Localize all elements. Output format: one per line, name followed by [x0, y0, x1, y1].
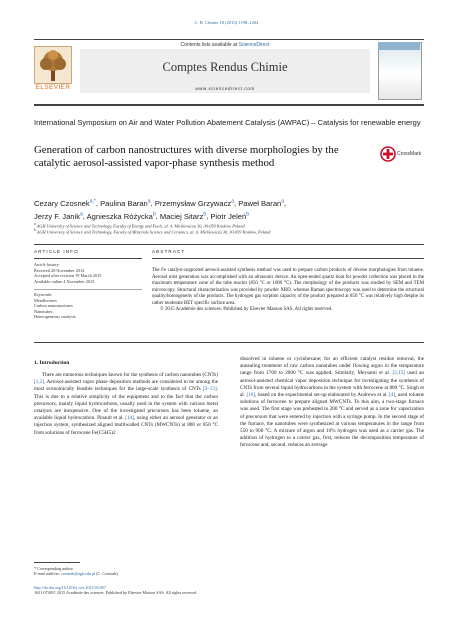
citation-link[interactable]: [16] — [246, 392, 256, 399]
footer-copyright: 1631-0748/© 2015 Académie des sciences. Published by Elsevier Masson SAS. All rights reserved. — [34, 590, 198, 596]
article-info-heading: ARTICLE INFO — [34, 249, 79, 254]
journal-cover-band — [378, 42, 420, 50]
keyword[interactable]: Heterogeneous catalysis — [34, 314, 76, 320]
tree-icon — [35, 47, 71, 83]
author[interactable]: Jerzy F. Janik$^a$ — [34, 211, 83, 221]
citation-link[interactable]: [14] — [125, 415, 134, 422]
corresponding-author-footnote: * Corresponding author. E-mail address: czosnek@agh.edu.pl (C. Czosnek). — [34, 566, 119, 577]
header-rule-bottom — [34, 104, 424, 106]
abstract-heading: ABSTRACT — [152, 249, 186, 254]
footnote-rule — [34, 562, 80, 563]
author[interactable]: Przemysław Grzywacz$^a$ — [154, 198, 234, 208]
email-link[interactable]: czosnek@agh.edu.pl — [61, 571, 96, 577]
journal-cover-thumbnail[interactable] — [378, 42, 422, 100]
body-column-left: There are numerous techniques known for the synthesis of carbon nanotubes (CNTs) [1,2]. Aerosol-assisted vapor phase deposition methods are considered to be among the most economically feasible techniques for the large-scale synthesis of CNTs [3–13]. This is due to a relative simplicity of the equipment and to the fact that the carbon precursors, mainly liquid hydrocarbons, usually used in the system with various metal catalysts are inexpensive. One of the investigated precursors has been toluene, an available liquid hydrocarbon. Pinault et al. [14], using either an aerosol generator or an injection system, synthesized aligned multiwalled CNTs (MWCNTs) at 800 or 850 °C from solutions of ferrocene Fe(C5H5)2 — [34, 372, 218, 436]
abstract-copyright: © 2015 Académie des sciences. Published by Elsevier Masson SAS. All rights reserved. — [160, 307, 333, 312]
citation-link[interactable]: [1,2] — [34, 379, 44, 386]
crossmark-badge[interactable] — [380, 144, 422, 164]
author[interactable]: Piotr Jeleń$^b$ — [210, 211, 250, 221]
publisher-name: ELSEVIER — [35, 84, 71, 91]
title-rule — [34, 244, 424, 245]
article-info-rule-2 — [34, 289, 142, 290]
author[interactable]: Agnieszka Różycka$^b$ — [86, 211, 156, 221]
crossmark-label: CrossMark — [397, 151, 422, 157]
keywords: Keywords: Metallocenes Carbon nanostructures Nanotubes Heterogeneous catalysis — [34, 292, 76, 320]
sciencedirect-link[interactable]: ScienceDirect — [238, 42, 270, 48]
contents-available — [80, 42, 370, 48]
journal-url[interactable]: www.sciencedirect.com — [195, 86, 255, 91]
abstract-bottom-rule — [34, 342, 424, 343]
article-title: Generation of carbon nanostructures with diverse morphologies by the catalytic aerosol-assisted vapor-phase synthesis method — [34, 144, 339, 169]
author-list: Cezary Czosnek$^{a,*}$, Paulina Baran$^a$, Przemysław Grzywacz$^a$, Paweł Baran$^a$, Jerzy F. Janik$^a$, Agnieszka Różycka$^b$, Maciej Sitarz$^b$, Piotr Jeleń$^b$ — [34, 198, 287, 221]
author[interactable]: Cezary Czosnek$^{a,*}$ — [34, 198, 96, 208]
keyword[interactable]: Metallocenes — [34, 297, 57, 303]
header-rule-top — [34, 39, 424, 40]
body-column-right: dissolved in toluene or cyclohexane; for an efficient catalyst residue removal, the annealing treatment of raw carbon nanotubes under flowing argon in the temperature range from 1700 to 2000 °C was applied. Similarly, Meysami et al. [3,15] used an aerosol-assisted chemical vapor deposition technique for investigating the synthesis of CNTs from several liquid hydrocarbons in the system with ferrocene at 800 °C. Singh et al. [16], based on the experimental set-up elaborated by Andrews et al. [4], used toluene solutions of ferrocene to prepare aligned MWCNTs. To this aim, a two-stage furnace was used. The first stage was preheated to 200 °C and served as a zone for vaporization of precursors that were entered by injection with a syringe pump. In the second stage of the furnace, the nanotubes were synthesized at various temperatures in the range from 550 to 900 °C. A mixture of argon and 10% hydrogen was used as a carrier gas. The addition of hydrogen to a carrier gas, first, reduces the decomposition temperature of ferrocene and, second, reduces an average — [240, 356, 424, 449]
page-footer — [34, 585, 424, 596]
article-info-rule — [34, 258, 142, 259]
doi-link[interactable]: http://dx.doi.org/10.1016/j.crci.2015.03.007 — [34, 585, 106, 590]
abstract-body: The Fe catalyst-supported aerosol-assisted synthesis method was used to prepare carbon products of diverse morphologies from toluene. Aerosol mist generation was accomplished with an ultrasonic device. An open-ended quartz boat for powder collection was placed in the maximum temperature zone of the tube reactor (850 °C or 1000 °C). The morphology of the products was studied by SEM and TEM microscopy. Structural characterization was provided by powder XRD, whereas Raman spectroscopy was used to determine the structural quality/homogeneity of the products. The hydrogen gas sorption capacity of the product prepared at 850 °C was relatively high despite its rather moderate BET specific surface area. © 2015 Académie des sciences. Published by Elsevier Masson SAS. All rights reserved. — [152, 268, 424, 312]
article-history: Article history: Received 28 November 2014 Accepted after revision 19 March 2015 Available online 4 November 2015 — [34, 262, 102, 284]
author[interactable]: Paweł Baran$^a$ — [238, 198, 285, 208]
journal-citation[interactable]: C. R. Chimie 18 (2015) 1198–1204 — [194, 20, 259, 25]
symposium-line: International Symposium on Air and Water Pollution Abatement Catalysis (AWPAC) – Catalysis for renewable energy — [34, 118, 421, 127]
author[interactable]: Maciej Sitarz$^b$ — [159, 211, 207, 221]
elsevier-logo[interactable] — [34, 46, 72, 84]
citation-link[interactable]: [4] — [389, 392, 396, 399]
journal-title[interactable]: Comptes Rendus Chimie — [162, 60, 288, 74]
affiliation: $^b$ AGH University of Science and Technology, Faculty of Materials Science and Ceramics, al. A. Mickiewicza 30, 30-059 Kraków, Poland — [34, 228, 271, 235]
keyword[interactable]: Carbon nanostructures — [34, 303, 73, 309]
author[interactable]: Paulina Baran$^a$ — [100, 198, 151, 208]
affiliation: $^a$ AGH University of Science and Technology, Faculty of Energy and Fuels, al. A. Mickiewicza 30, 30-059 Kraków, Poland — [34, 222, 245, 229]
contents-prefix: Contents lists available at — [180, 42, 238, 48]
citation-link[interactable]: [3,15] — [392, 370, 405, 377]
abstract-rule — [152, 258, 424, 259]
section-heading-introduction: 1. Introduction — [34, 360, 70, 366]
keyword[interactable]: Nanotubes — [34, 308, 53, 314]
citation-link[interactable]: [3–13] — [202, 386, 217, 393]
